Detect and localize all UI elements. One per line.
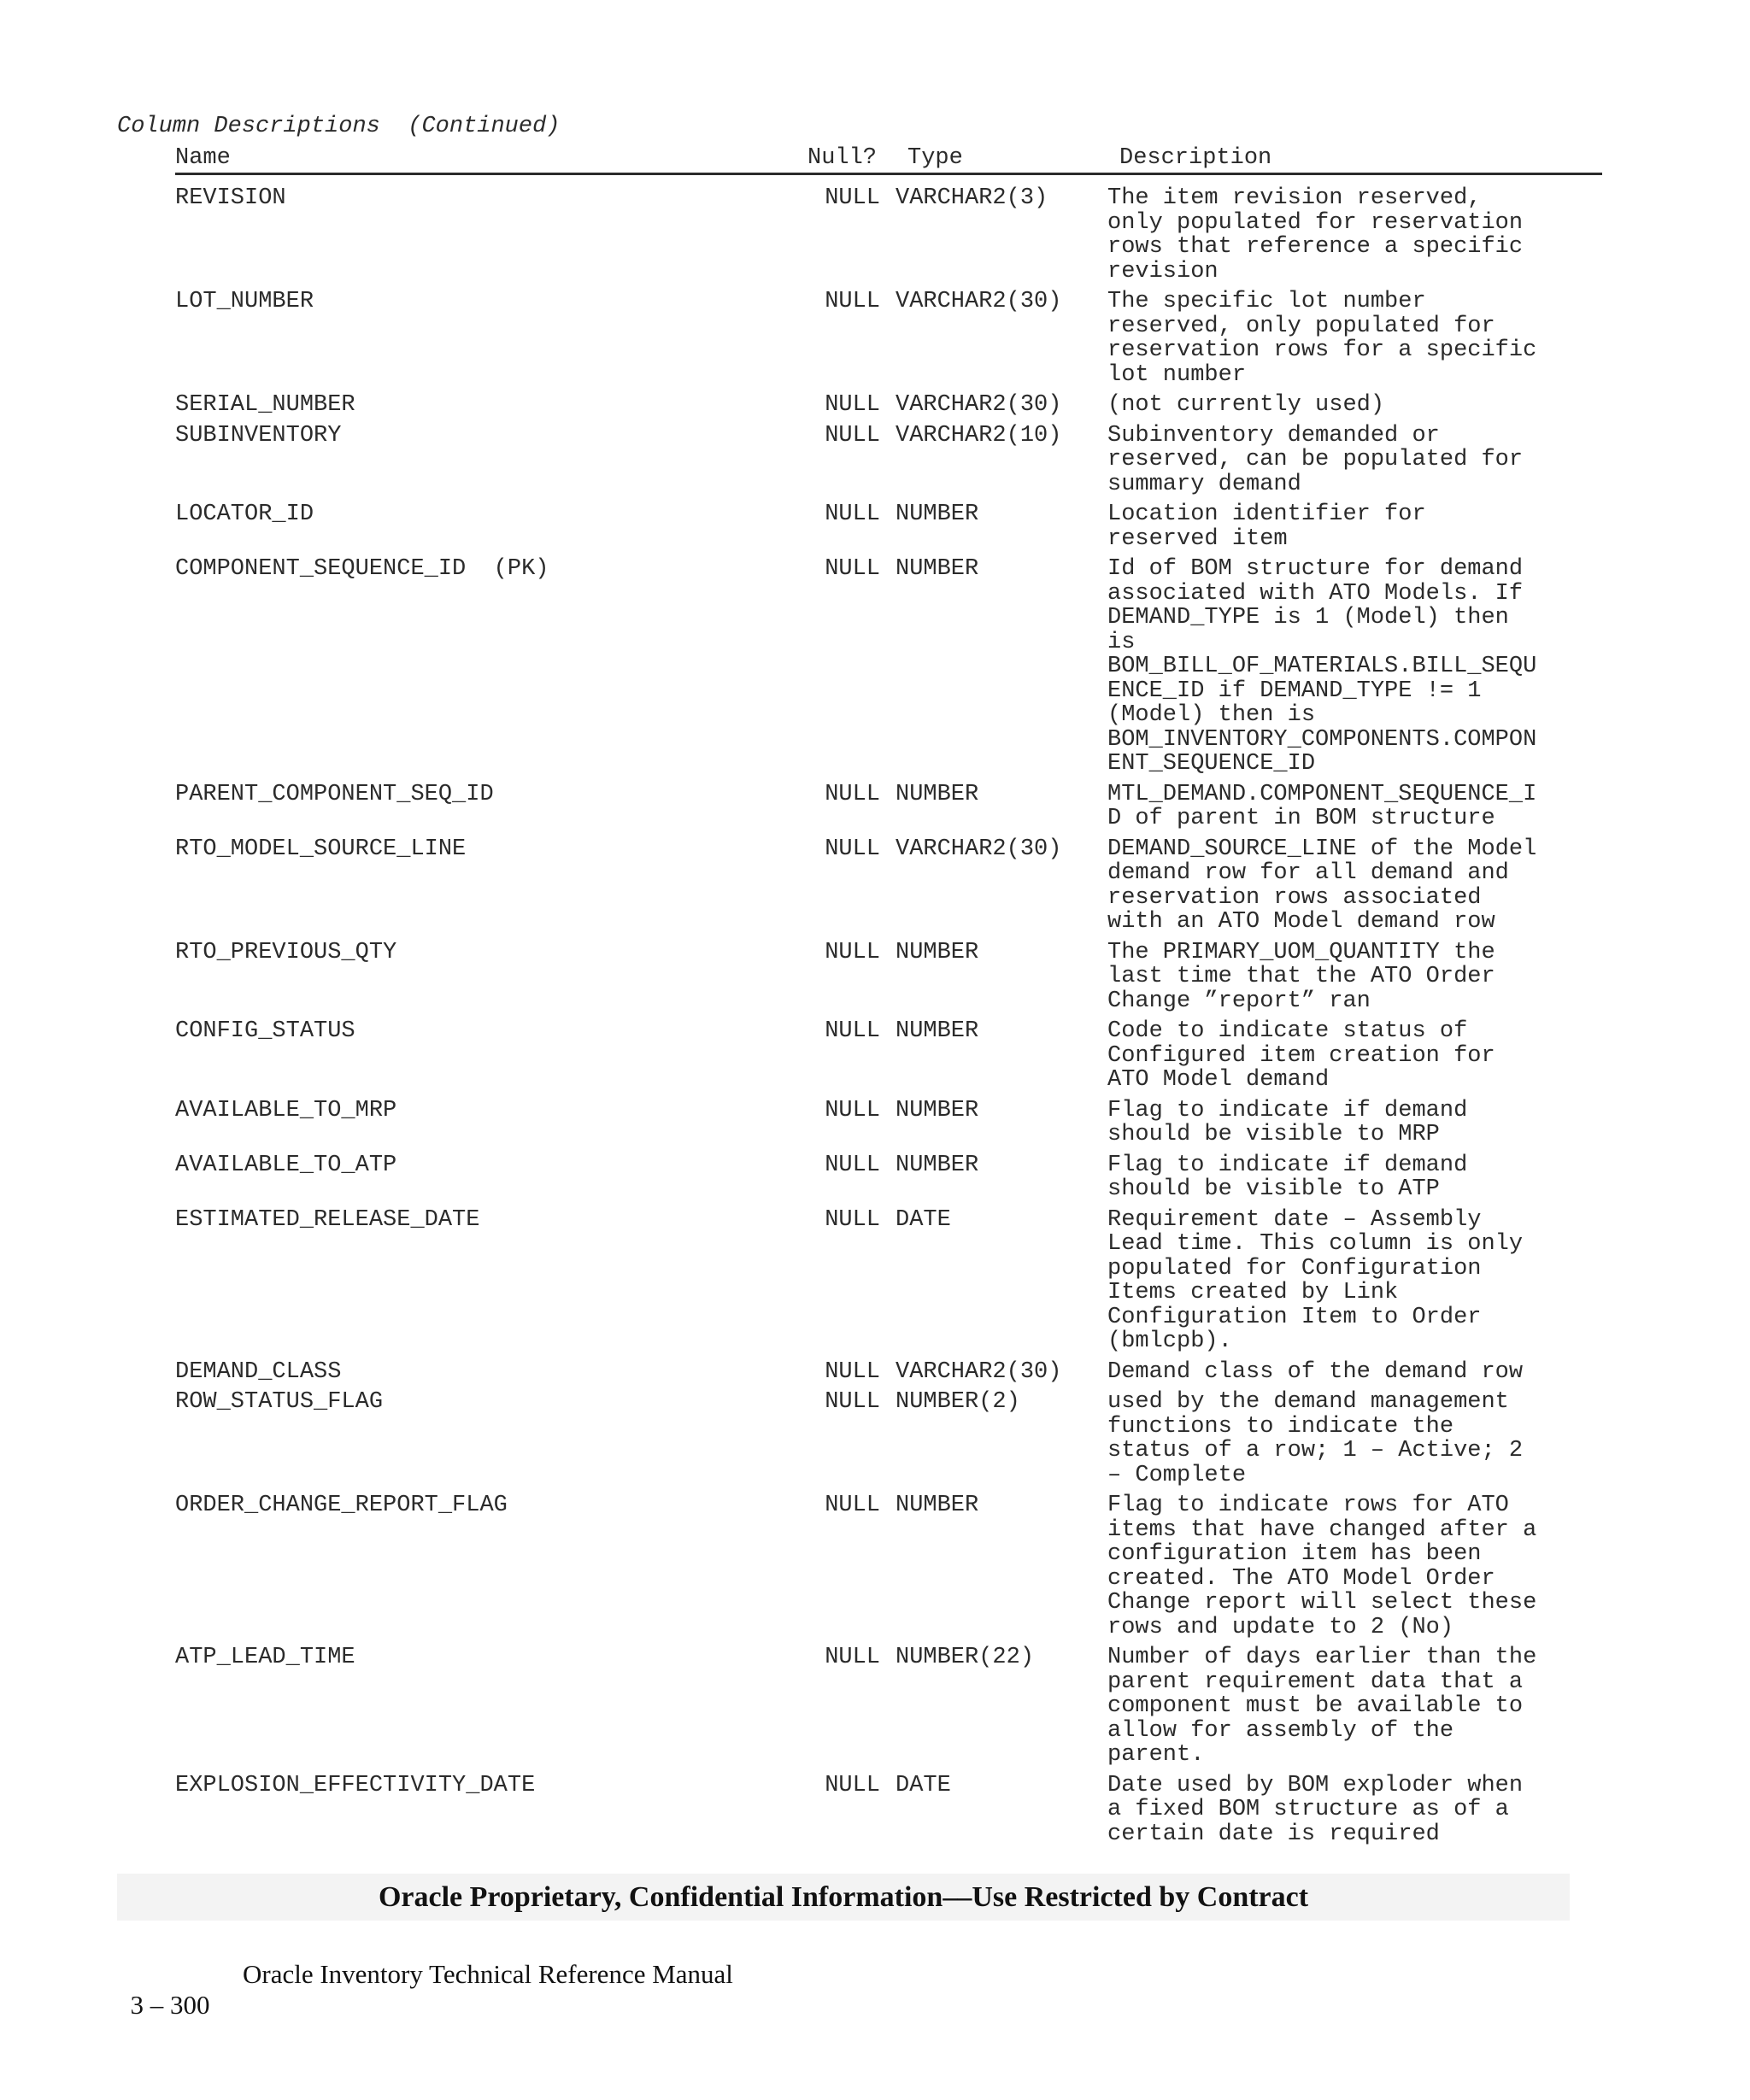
table-row bbox=[175, 1153, 1602, 1202]
column-name: RTO_PREVIOUS_QTY bbox=[175, 939, 397, 965]
column-description: used by the demand management functions to indicate the status of a row; 1 – Active; 2 – Complete bbox=[1107, 1389, 1524, 1488]
column-null: NULL bbox=[825, 1772, 880, 1798]
column-description: Number of days earlier than the parent requirement data that a component must be available to allow for assembly of the parent. bbox=[1107, 1645, 1537, 1768]
table-row bbox=[175, 1390, 1602, 1487]
column-type: NUMBER bbox=[896, 1097, 979, 1123]
column-name: AVAILABLE_TO_ATP bbox=[175, 1152, 397, 1178]
column-description: Subinventory demanded or reserved, can be populated for summary demand bbox=[1107, 422, 1524, 497]
column-name: PARENT_COMPONENT_SEQ_ID bbox=[175, 781, 494, 807]
page-number: 3 – 300 bbox=[130, 1990, 210, 2020]
table-row bbox=[175, 783, 1602, 831]
column-name: ORDER_CHANGE_REPORT_FLAG bbox=[175, 1493, 508, 1518]
column-type: VARCHAR2(30) bbox=[896, 392, 1062, 418]
column-null: NULL bbox=[825, 502, 880, 527]
column-null: NULL bbox=[825, 1493, 880, 1518]
header-null: Null? bbox=[807, 145, 878, 171]
column-type: VARCHAR2(30) bbox=[896, 836, 1062, 862]
column-description: DEMAND_SOURCE_LINE of the Model demand row for all demand and reservation rows associated with an ATO Model demand row bbox=[1107, 836, 1537, 935]
column-null: NULL bbox=[825, 422, 880, 449]
column-null: NULL bbox=[825, 392, 880, 418]
column-description: Demand class of the demand row bbox=[1107, 1358, 1524, 1385]
column-description: Requirement date – Assembly Lead time. This column is only populated for Configuration Items created by Link Configuration Item to Order (bmlcpb). bbox=[1107, 1206, 1524, 1354]
column-type: VARCHAR2(30) bbox=[896, 289, 1062, 314]
column-name: COMPONENT_SEQUENCE_ID (PK) bbox=[175, 556, 549, 582]
column-null: NULL bbox=[825, 939, 880, 965]
table-row bbox=[175, 557, 1602, 777]
table-row bbox=[175, 186, 1602, 284]
column-description: The item revision reserved, only populated for reservation rows that reference a specific revision bbox=[1107, 185, 1524, 284]
column-type: NUMBER(22) bbox=[896, 1645, 1035, 1670]
column-null: NULL bbox=[825, 185, 880, 211]
table-row bbox=[175, 1645, 1602, 1768]
column-description: Code to indicate status of Configured item creation for ATO Model demand bbox=[1107, 1018, 1495, 1093]
column-name: ATP_LEAD_TIME bbox=[175, 1645, 355, 1670]
column-null: NULL bbox=[825, 1152, 880, 1178]
section-title: Column Descriptions (Continued) bbox=[117, 114, 561, 139]
table-body bbox=[175, 186, 1602, 1846]
column-descriptions-table bbox=[175, 144, 1602, 1852]
column-type: NUMBER bbox=[896, 939, 979, 965]
column-name: SUBINVENTORY bbox=[175, 422, 342, 449]
column-null: NULL bbox=[825, 1389, 880, 1415]
column-type: NUMBER bbox=[896, 1018, 979, 1044]
column-null: NULL bbox=[825, 1097, 880, 1123]
column-name: LOT_NUMBER bbox=[175, 289, 314, 314]
column-description: The PRIMARY_UOM_QUANTITY the last time that the ATO Order Change ”report” ran bbox=[1107, 939, 1495, 1014]
column-description: Date used by BOM exploder when a fixed BOM structure as of a certain date is required bbox=[1107, 1772, 1524, 1847]
column-type: VARCHAR2(3) bbox=[896, 185, 1048, 211]
table-row bbox=[175, 1208, 1602, 1354]
table-header bbox=[175, 144, 1602, 175]
column-description: Id of BOM structure for demand associated with ATO Models. If DEMAND_TYPE is 1 (Model) then is BOM_BILL_OF_MATERIALS.BILL_SEQU ENCE_ID if DEMAND_TYPE != 1 (Model) then is BOM_INVENTORY_COMPONENTS.COMPON ENT_SEQUENCE_ID bbox=[1107, 556, 1537, 777]
table-row bbox=[175, 424, 1602, 497]
column-null: NULL bbox=[825, 556, 880, 582]
table-row bbox=[175, 393, 1602, 418]
column-name: SERIAL_NUMBER bbox=[175, 392, 355, 418]
column-description: (not currently used) bbox=[1107, 392, 1385, 418]
table-row bbox=[175, 1774, 1602, 1847]
column-name: RTO_MODEL_SOURCE_LINE bbox=[175, 836, 467, 862]
column-name: AVAILABLE_TO_MRP bbox=[175, 1097, 397, 1123]
column-type: NUMBER bbox=[896, 502, 979, 527]
column-description: Flag to indicate rows for ATO items that have changed after a configuration item has been created. The ATO Model Order Change report will select these rows and update to 2 (No) bbox=[1107, 1493, 1537, 1640]
table-row bbox=[175, 502, 1602, 551]
column-null: NULL bbox=[825, 1645, 880, 1670]
column-description: MTL_DEMAND.COMPONENT_SEQUENCE_I D of parent in BOM structure bbox=[1107, 781, 1537, 831]
column-null: NULL bbox=[825, 1358, 880, 1385]
column-type: DATE bbox=[896, 1772, 951, 1798]
table-row bbox=[175, 1360, 1602, 1385]
column-null: NULL bbox=[825, 1206, 880, 1233]
page-footer bbox=[117, 1959, 733, 2051]
manual-title: Oracle Inventory Technical Reference Manual bbox=[243, 1959, 733, 1989]
column-name: CONFIG_STATUS bbox=[175, 1018, 355, 1044]
column-name: ROW_STATUS_FLAG bbox=[175, 1389, 384, 1415]
column-type: NUMBER bbox=[896, 1152, 979, 1178]
column-type: NUMBER bbox=[896, 781, 979, 807]
header-name: Name bbox=[175, 145, 231, 171]
column-type: VARCHAR2(30) bbox=[896, 1358, 1062, 1385]
column-type: NUMBER bbox=[896, 1493, 979, 1518]
column-null: NULL bbox=[825, 1018, 880, 1044]
column-null: NULL bbox=[825, 289, 880, 314]
column-name: DEMAND_CLASS bbox=[175, 1358, 342, 1385]
column-description: The specific lot number reserved, only populated for reservation rows for a specific lot number bbox=[1107, 289, 1537, 388]
column-type: VARCHAR2(10) bbox=[896, 422, 1062, 449]
column-name: EXPLOSION_EFFECTIVITY_DATE bbox=[175, 1772, 536, 1798]
table-row bbox=[175, 1493, 1602, 1640]
column-description: Flag to indicate if demand should be visible to MRP bbox=[1107, 1097, 1468, 1147]
table-row bbox=[175, 941, 1602, 1014]
table-row bbox=[175, 1099, 1602, 1147]
column-type: NUMBER(2) bbox=[896, 1389, 1020, 1415]
header-type: Type bbox=[907, 145, 963, 171]
column-name: REVISION bbox=[175, 185, 286, 211]
column-description: Flag to indicate if demand should be visible to ATP bbox=[1107, 1152, 1468, 1202]
column-name: LOCATOR_ID bbox=[175, 502, 314, 527]
table-row bbox=[175, 290, 1602, 387]
confidentiality-banner: Oracle Proprietary, Confidential Information––Use Restricted by Contract bbox=[117, 1874, 1570, 1921]
column-null: NULL bbox=[825, 781, 880, 807]
table-row bbox=[175, 1019, 1602, 1093]
table-row bbox=[175, 837, 1602, 935]
column-description: Location identifier for reserved item bbox=[1107, 502, 1426, 552]
column-name: ESTIMATED_RELEASE_DATE bbox=[175, 1206, 480, 1233]
header-description: Description bbox=[1119, 145, 1272, 171]
column-type: NUMBER bbox=[896, 556, 979, 582]
column-type: DATE bbox=[896, 1206, 951, 1233]
column-null: NULL bbox=[825, 836, 880, 862]
